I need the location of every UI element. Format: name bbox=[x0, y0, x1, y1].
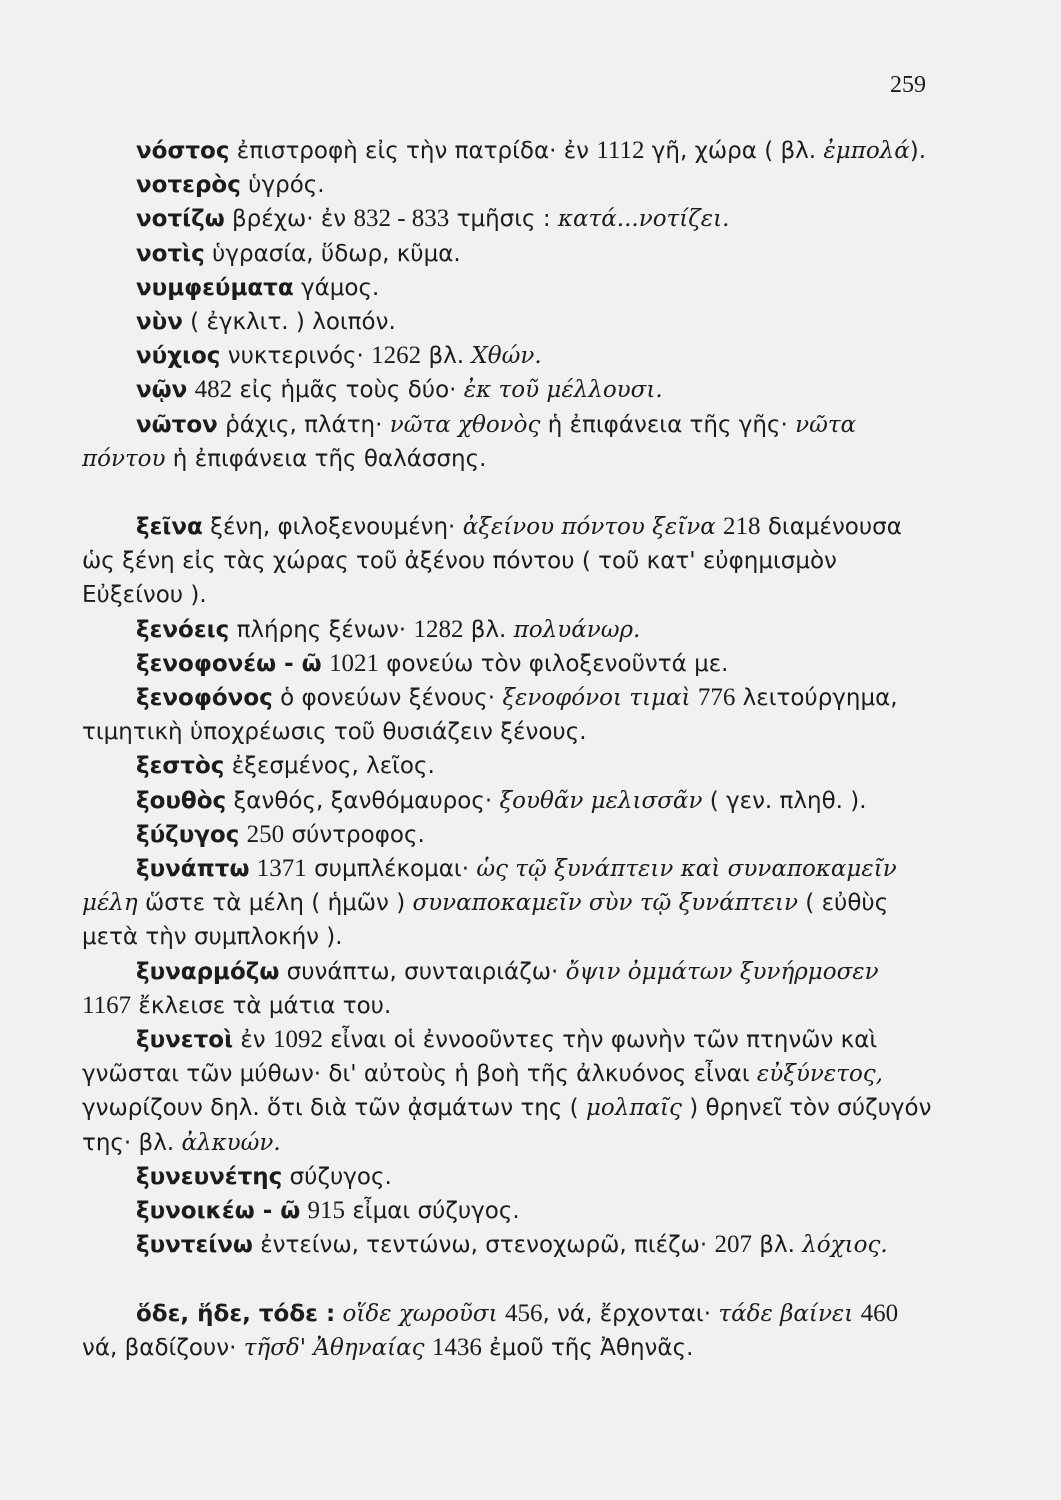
headword: ὅδε, ἥδε, τόδε : bbox=[136, 1300, 336, 1327]
verse-number: 832 - 833 bbox=[353, 205, 450, 233]
definition-text: φονεύω τὸν φιλοξενοῦντά με. bbox=[378, 650, 729, 677]
definition-text bbox=[322, 651, 329, 677]
definition-text: ἡ ἐπιφάνεια τῆς θαλάσσης. bbox=[165, 445, 487, 472]
definition-text: ἐντείνω, τεντώνω, στενοχωρῶ, πιέζω· bbox=[252, 1232, 715, 1259]
definition-text: ( εὐθὺς μετὰ τὴν συμπλοκήν ). bbox=[82, 890, 889, 951]
quoted-phrase: συναποκαμεῖν σὺν τῷ ξυνάπτειν bbox=[412, 890, 798, 917]
headword: νῷν bbox=[136, 377, 188, 404]
definition-text: , νά, ἔρχονται· bbox=[542, 1300, 719, 1327]
definition-text bbox=[498, 1301, 505, 1327]
headword: ξεῖνα bbox=[136, 514, 203, 541]
quoted-phrase: ξενοφόνοι τιμαὶ bbox=[502, 685, 691, 712]
verse-number: 915 bbox=[307, 1197, 346, 1225]
glossary-entry bbox=[82, 339, 932, 373]
definition-text: συνάπτω, συνταιριάζω· bbox=[279, 958, 566, 985]
glossary-entry bbox=[82, 1160, 932, 1194]
headword: ξύζυγος bbox=[136, 821, 240, 848]
headword: ξεστὸς bbox=[136, 753, 225, 780]
glossary-entry bbox=[82, 613, 932, 647]
definition-text bbox=[691, 685, 698, 711]
definition-text: γάμος. bbox=[293, 274, 380, 301]
quoted-phrase: ξουθᾶν μελισσᾶν bbox=[499, 787, 703, 814]
quoted-phrase: λόχιος. bbox=[802, 1232, 888, 1259]
quoted-phrase: μολπαῖς bbox=[585, 1095, 682, 1122]
verse-number: 776 bbox=[697, 684, 736, 712]
glossary-entry bbox=[82, 749, 932, 783]
headword: ξενοφόνος bbox=[136, 685, 273, 712]
definition-text: ). bbox=[909, 138, 927, 164]
page-number: 259 bbox=[890, 72, 926, 98]
definition-text: ) θρηνεῖ τὸν σύζυγόν της· βλ. bbox=[82, 1095, 932, 1156]
quoted-phrase: τάδε βαίνει bbox=[718, 1300, 854, 1327]
section-gap bbox=[82, 1263, 932, 1297]
verse-number: 1371 bbox=[256, 855, 307, 883]
glossary-entry bbox=[82, 1228, 932, 1262]
definition-text: ῥάχις, πλάτη· bbox=[217, 411, 390, 438]
verse-number: 1436 bbox=[431, 1333, 482, 1361]
headword: νύχιος bbox=[136, 343, 221, 370]
definition-text bbox=[716, 514, 723, 540]
headword: ξυναρμόζω bbox=[136, 958, 280, 985]
verse-number: 1092 bbox=[272, 1026, 323, 1054]
quoted-phrase: κατά...νοτίζει. bbox=[557, 206, 730, 233]
verse-number: 1282 bbox=[413, 615, 464, 643]
definition-text: βλ. bbox=[463, 616, 514, 643]
glossary-entry bbox=[82, 168, 932, 202]
definition-text: τμῆσις : bbox=[449, 206, 558, 233]
headword: νυμφεύματα bbox=[136, 274, 294, 301]
definition-text: εἶναι οἱ ἐννοοῦντες τὴν φωνὴν τῶν πτηνῶν καὶ γνῶσται τῶν μύθων· δι' αὐτοὺς ἡ βοὴ τῆς ἀλκυόνος εἶναι bbox=[82, 1027, 878, 1088]
quoted-phrase: εὐξύνετος, bbox=[756, 1061, 883, 1088]
glossary-entry bbox=[82, 408, 932, 476]
definition-text bbox=[249, 856, 256, 882]
quoted-phrase: ὄψιν ὀμμάτων ξυνήρμοσεν bbox=[565, 958, 879, 985]
verse-number: 460 bbox=[860, 1299, 899, 1327]
definition-text: εἰς ἡμᾶς τοὺς δύο· bbox=[232, 377, 464, 404]
definition-text: πλήρης ξένων· bbox=[229, 616, 414, 643]
definition-text: ὁ φονεύων ξένους· bbox=[272, 685, 503, 712]
verse-number: 1167 bbox=[82, 991, 132, 1019]
quoted-phrase: ἀλκυών. bbox=[181, 1129, 281, 1156]
verse-number: 482 bbox=[194, 376, 233, 404]
glossary-entry bbox=[82, 1194, 932, 1228]
quoted-phrase: ἐκ τοῦ μέλλουσι. bbox=[463, 377, 663, 404]
glossary-entry bbox=[82, 237, 932, 271]
verse-number: 207 bbox=[714, 1231, 752, 1259]
definition-text: διαμένουσα ὡς ξένη εἰς τὰς χώρας τοῦ ἀξένου πόντου ( τοῦ κατ' εὐφημισμὸν Εὐξείνου ). bbox=[82, 514, 902, 609]
headword: ξυνετοὶ bbox=[136, 1027, 234, 1054]
glossary-entries bbox=[82, 134, 932, 1365]
quoted-phrase: νῶτα πόντου bbox=[82, 411, 857, 472]
glossary-entry bbox=[82, 373, 932, 407]
definition-text: ἔκλεισε τὰ μάτια του. bbox=[131, 992, 392, 1019]
headword: ξυνοικέω - ῶ bbox=[136, 1198, 301, 1225]
glossary-entry bbox=[82, 305, 932, 339]
verse-number: 1021 bbox=[328, 649, 379, 677]
quoted-phrase: τῆσδ' Ἀθηναίας bbox=[243, 1334, 425, 1361]
glossary-entry bbox=[82, 271, 932, 305]
definition-text: λειτούργημα, τιμητικὴ ὑποχρέωσις τοῦ θυσιάζειν ξένους. bbox=[82, 685, 898, 746]
headword: νοτίζω bbox=[136, 206, 225, 233]
glossary-entry bbox=[82, 784, 932, 818]
definition-text: εἶμαι σύζυγος. bbox=[345, 1198, 520, 1225]
quoted-phrase: Χθών. bbox=[471, 343, 542, 370]
definition-text: γνωρίζουν δηλ. ὅτι διὰ τῶν ᾀσμάτων της ( bbox=[82, 1095, 586, 1122]
headword: ξουθὸς bbox=[136, 787, 227, 814]
definition-text: ( γεν. πληθ. ). bbox=[702, 787, 867, 814]
definition-text: συμπλέκομαι· bbox=[306, 856, 477, 883]
headword: ξυντείνω bbox=[136, 1232, 253, 1259]
glossary-entry bbox=[82, 681, 932, 749]
headword: ξενοφονέω - ῶ bbox=[136, 650, 322, 677]
headword: νῶτον bbox=[136, 411, 218, 438]
headword: ξυνευνέτης bbox=[136, 1163, 283, 1190]
glossary-entry bbox=[82, 647, 932, 681]
definition-text: ἐμοῦ τῆς Ἀθηνᾶς. bbox=[481, 1334, 694, 1361]
definition-text bbox=[853, 1301, 860, 1327]
verse-number: 456 bbox=[504, 1299, 543, 1327]
headword: νὺν bbox=[136, 309, 183, 336]
definition-text: βλ. bbox=[421, 343, 472, 370]
definition-text: βρέχω· ἐν bbox=[224, 206, 354, 233]
definition-text: νυκτερινός· bbox=[220, 343, 372, 370]
definition-text: ξένη, φιλοξενουμένη· bbox=[202, 514, 463, 541]
definition-text: ξανθός, ξανθόμαυρος· bbox=[226, 787, 500, 814]
definition-text bbox=[239, 822, 246, 848]
glossary-entry bbox=[82, 955, 932, 1023]
section-gap bbox=[82, 476, 932, 510]
definition-text: ἐπιστροφὴ εἰς τὴν πατρίδα· ἐν bbox=[229, 138, 597, 164]
definition-text: ὑγρός. bbox=[240, 172, 325, 199]
headword: νόστος bbox=[136, 138, 230, 164]
verse-number: 1262 bbox=[371, 342, 422, 370]
glossary-entry bbox=[82, 134, 932, 168]
definition-text: νά, βαδίζουν· bbox=[82, 1334, 244, 1361]
glossary-entry bbox=[82, 818, 932, 852]
glossary-entry bbox=[82, 852, 932, 955]
headword: νοτὶς bbox=[136, 240, 205, 267]
quoted-phrase: οἵδε χωροῦσι bbox=[342, 1300, 498, 1327]
definition-text: γῆ, χώρα ( βλ. bbox=[644, 138, 824, 164]
definition-text: ( ἐγκλιτ. ) λοιπόν. bbox=[182, 309, 396, 336]
definition-text: σύζυγος. bbox=[282, 1163, 392, 1190]
verse-number: 250 bbox=[246, 820, 285, 848]
definition-text bbox=[300, 1198, 307, 1224]
definition-text: βλ. bbox=[752, 1232, 803, 1259]
headword: νοτερὸς bbox=[136, 172, 241, 199]
verse-number: 218 bbox=[723, 513, 761, 541]
definition-text bbox=[187, 377, 194, 403]
headword: ξενόεις bbox=[136, 616, 230, 643]
definition-text: ἡ ἐπιφάνεια τῆς γῆς· bbox=[540, 411, 796, 438]
glossary-entry bbox=[82, 510, 932, 613]
quoted-phrase: ἐμπολά bbox=[823, 138, 910, 164]
glossary-entry bbox=[82, 202, 932, 236]
glossary-entry bbox=[82, 1023, 932, 1160]
quoted-phrase: ἀξείνου πόντου ξεῖνα bbox=[462, 514, 716, 541]
quoted-phrase: νῶτα χθονὸς bbox=[389, 411, 541, 438]
definition-text: ὥστε τὰ μέλη ( ἡμῶν ) bbox=[137, 890, 413, 917]
definition-text bbox=[425, 1335, 432, 1361]
glossary-entry bbox=[82, 1297, 932, 1365]
verse-number: 1112 bbox=[596, 137, 645, 164]
definition-text: ἐν bbox=[233, 1027, 273, 1054]
definition-text: ὑγρασία, ὕδωρ, κῦμα. bbox=[204, 240, 461, 267]
quoted-phrase: πολυάνωρ. bbox=[513, 616, 641, 643]
definition-text: σύντροφος. bbox=[284, 821, 425, 848]
definition-text: ἐξεσμένος, λεῖος. bbox=[224, 753, 435, 780]
headword: ξυνάπτω bbox=[136, 856, 250, 883]
quoted-phrase: ὡς τῷ ξυνάπτειν καὶ συναποκαμεῖν μέλη bbox=[82, 856, 897, 917]
